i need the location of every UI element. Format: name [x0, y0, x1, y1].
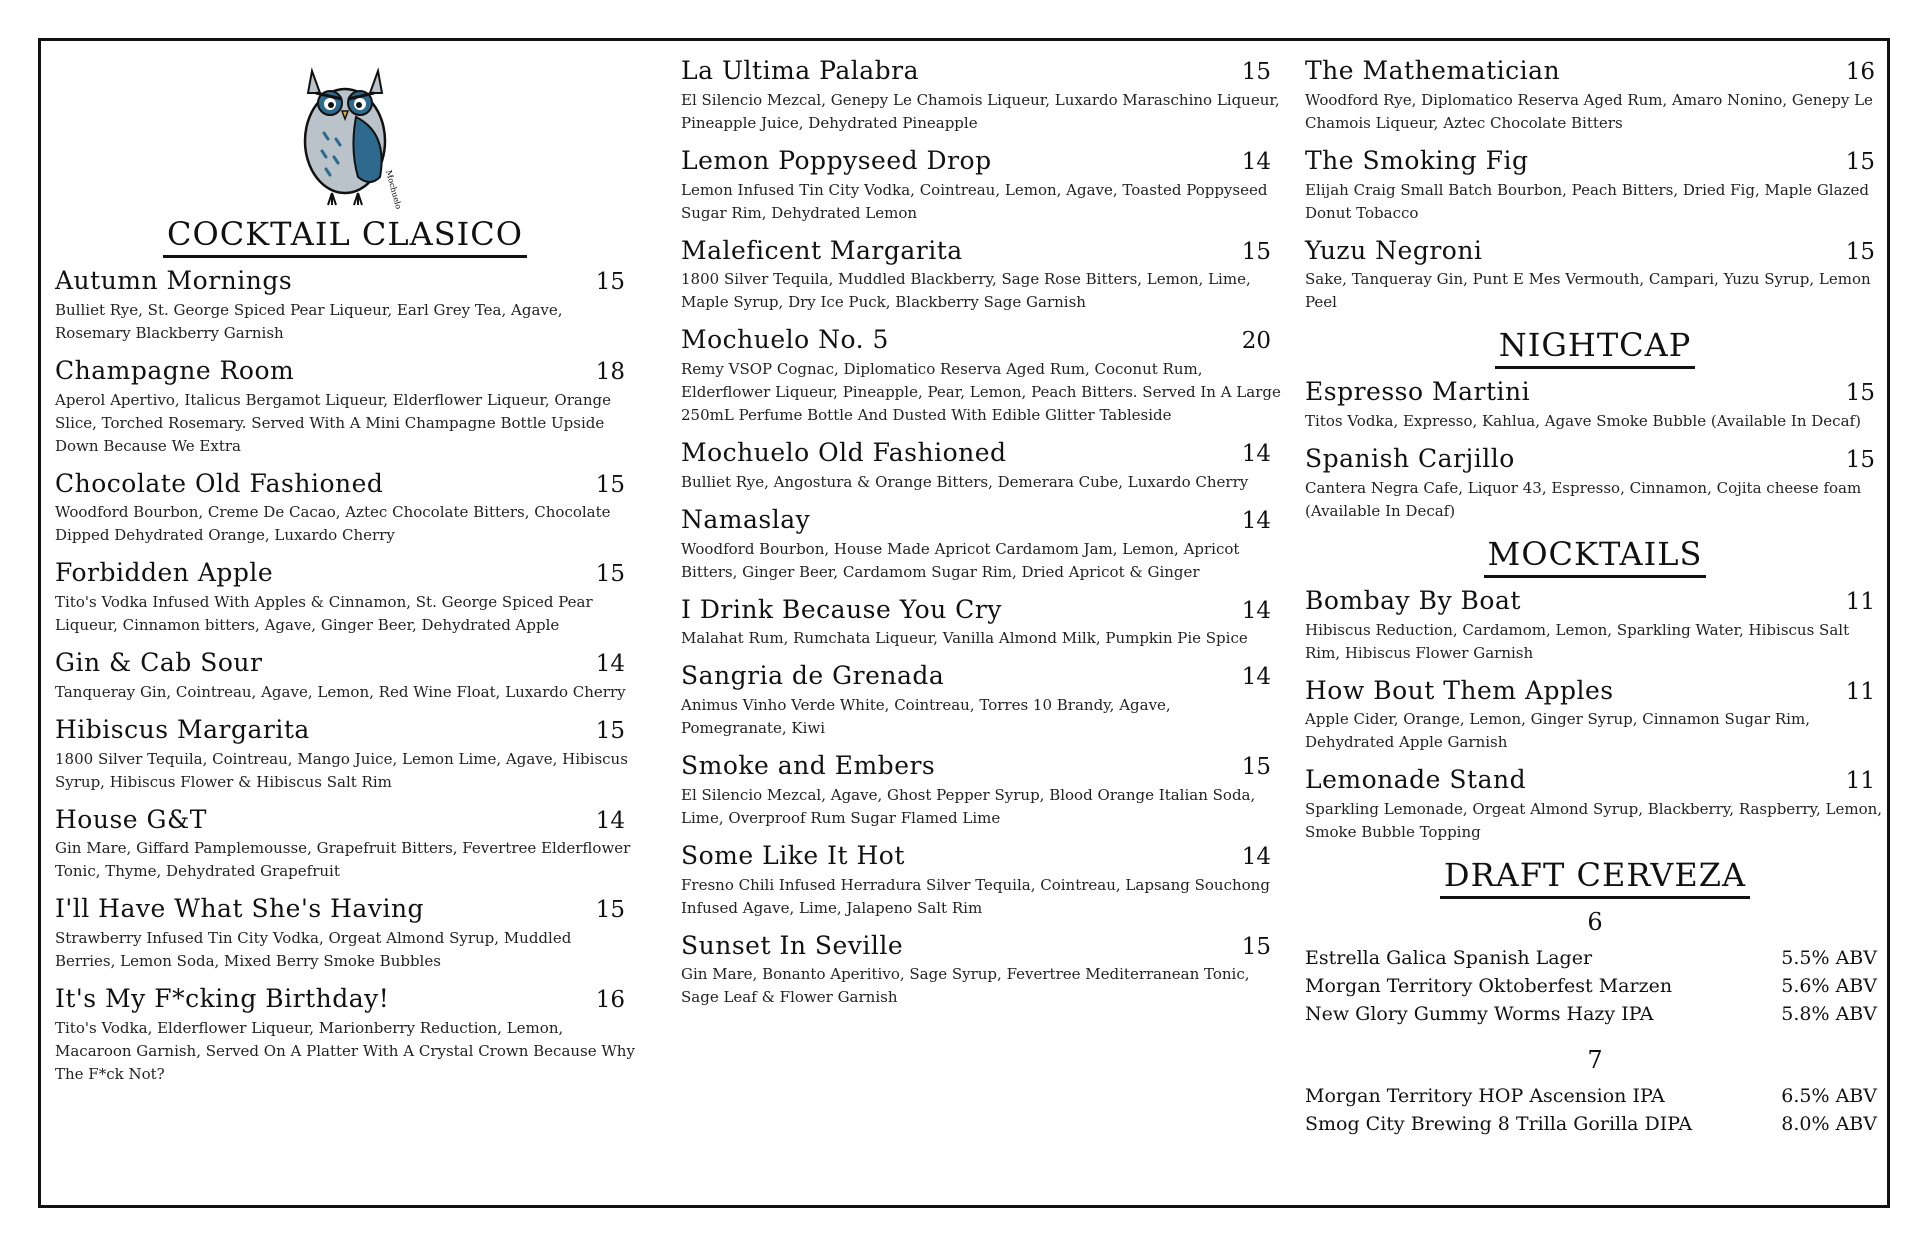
menu-item-price: 15: [1241, 59, 1271, 85]
menu-item: [55, 559, 635, 637]
menu-column-3: [1305, 57, 1885, 1138]
menu-item-description: Tito's Vodka, Elderflower Liqueur, Marionberry Reduction, Lemon, Macaroon Garnish, Served On A Platter With A Crystal Crown Because Why The F*ck Not?: [55, 1018, 635, 1083]
menu-item: [681, 932, 1281, 1010]
menu-item-header: [1305, 237, 1885, 266]
menu-item-header: [55, 985, 635, 1014]
menu-item-header: [1305, 587, 1885, 616]
menu-item: [55, 470, 635, 548]
menu-item-header: [681, 932, 1281, 961]
menu-item: [55, 806, 635, 884]
menu-item-price: 14: [595, 807, 625, 834]
draft-beer-row: [1305, 972, 1885, 1000]
owl-signature: Mochuelo: [384, 169, 404, 211]
menu-item-price: 15: [1845, 238, 1875, 265]
menu-item-description: Lemon Infused Tin City Vodka, Cointreau, Lemon, Agave, Toasted Poppyseed Sugar Rim, Dehydrated Lemon: [681, 180, 1268, 222]
draft-beer-abv: 5.8% ABV: [1781, 1003, 1877, 1025]
menu-item-price: 15: [1241, 754, 1271, 780]
menu-item-header: [1305, 147, 1885, 176]
menu-item-header: [681, 506, 1281, 535]
owl-icon: [280, 59, 410, 211]
menu-item-header: [681, 237, 1281, 266]
menu-item-price: 14: [1241, 843, 1271, 870]
menu-item-name: La Ultima Palabra: [681, 56, 919, 85]
menu-item: [1305, 237, 1885, 315]
menu-column-1: [55, 57, 635, 1098]
menu-item-header: [681, 842, 1281, 871]
menu-item: [681, 842, 1281, 920]
menu-item-name: House G&T: [55, 804, 207, 834]
menu-item-name: Espresso Martini: [1305, 377, 1531, 407]
menu-item-name: Champagne Room: [55, 355, 295, 385]
menu-item-name: Lemon Poppyseed Drop: [681, 145, 992, 175]
menu-item-header: [1305, 57, 1885, 86]
menu-item-name: It's My F*cking Birthday!: [55, 984, 390, 1013]
menu-item-description: 1800 Silver Tequila, Cointreau, Mango Juice, Lemon Lime, Agave, Hibiscus Syrup, Hibiscus Flower & Hibiscus Salt Rim: [55, 749, 628, 791]
menu-item-price: 16: [1845, 59, 1875, 85]
menu-item-description: Woodford Bourbon, House Made Apricot Cardamom Jam, Lemon, Apricot Bitters, Ginger Beer, Cardamom Sugar Rim, Dried Apricot & Ginger: [681, 539, 1240, 581]
menu-item-name: Mochuelo Old Fashioned: [681, 438, 1007, 467]
menu-item-header: [55, 716, 635, 745]
menu-item-price: 15: [595, 717, 625, 744]
menu-item-name: Yuzu Negroni: [1305, 235, 1483, 265]
menu-item-description: Woodford Rye, Diplomatico Reserva Aged Rum, Amaro Nonino, Genepy Le Chamois Liqueur, Aztec Chocolate Bitters: [1305, 90, 1873, 132]
menu-item: [55, 357, 635, 458]
draft-beer-row: [1305, 1110, 1885, 1138]
menu-item-description: Cantera Negra Cafe, Liquor 43, Espresso, Cinnamon, Cojita cheese foam (Available In Decaf): [1305, 478, 1862, 520]
draft-beer-abv: 8.0% ABV: [1781, 1113, 1877, 1135]
menu-item-header: [1305, 677, 1885, 706]
draft-beer-name: New Glory Gummy Worms Hazy IPA: [1305, 1003, 1654, 1025]
menu-item-price: 20: [1241, 328, 1271, 355]
mocktail-list: [1305, 587, 1885, 844]
section-title-draft-cerveza: DRAFT CERVEZA: [1305, 856, 1885, 894]
draft-beer-row: [1305, 1082, 1885, 1110]
menu-item-price: 11: [1845, 678, 1875, 705]
menu-item-price: 14: [1241, 597, 1271, 624]
menu-item-price: 14: [1241, 664, 1271, 691]
menu-item-description: Sparkling Lemonade, Orgeat Almond Syrup, Blackberry, Raspberry, Lemon, Smoke Bubble Topping: [1305, 800, 1883, 841]
menu-column-2: [681, 57, 1281, 1021]
menu-item-description: Strawberry Infused Tin City Vodka, Orgeat Almond Syrup, Muddled Berries, Lemon Soda, Mixed Berry Smoke Bubbles: [55, 929, 572, 970]
menu-item-description: Bulliet Rye, Angostura & Orange Bitters, Demerara Cube, Luxardo Cherry: [681, 472, 1249, 491]
menu-item-name: The Mathematician: [1305, 56, 1561, 85]
menu-item-header: [55, 806, 635, 835]
menu-item: [681, 662, 1281, 740]
menu-item: [55, 895, 635, 973]
menu-item-price: 14: [595, 651, 625, 677]
menu-item-header: [681, 662, 1281, 691]
menu-item-name: Forbidden Apple: [55, 558, 274, 588]
menu-item-description: Malahat Rum, Rumchata Liqueur, Vanilla Almond Milk, Pumpkin Pie Spice: [681, 629, 1248, 648]
menu-item-header: [1305, 378, 1885, 407]
menu-item-price: 15: [1241, 933, 1271, 960]
menu-item-price: 15: [595, 269, 625, 295]
menu-item-description: Sake, Tanqueray Gin, Punt E Mes Vermouth, Campari, Yuzu Syrup, Lemon Peel: [1305, 270, 1871, 312]
section-title-mocktails: MOCKTAILS: [1305, 535, 1885, 573]
section-title-nightcap: NIGHTCAP: [1305, 326, 1885, 364]
menu-item: [1305, 147, 1885, 225]
menu-item-name: Bombay By Boat: [1305, 585, 1521, 615]
menu-item-price: 14: [1241, 441, 1271, 467]
menu-item: [1305, 57, 1885, 135]
menu-item-header: [681, 596, 1281, 625]
draft-beer-name: Morgan Territory HOP Ascension IPA: [1305, 1085, 1665, 1107]
menu-item-description: Elijah Craig Small Batch Bourbon, Peach Bitters, Dried Fig, Maple Glazed Donut Tobacco: [1305, 180, 1869, 222]
menu-item-price: 11: [1845, 768, 1875, 795]
cocktail-list-2: [681, 57, 1281, 1009]
menu-item-header: [681, 326, 1281, 355]
menu-item-name: Spanish Carjillo: [1305, 444, 1515, 473]
menu-item-description: Remy VSOP Cognac, Diplomatico Reserva Aged Rum, Coconut Rum, Elderflower Liqueur, Pineapple, Pear, Lemon, Peach Bitters. Served In A Large 250mL Perfume Bottle And Dusted With Edible Glitter Tableside: [681, 360, 1281, 424]
menu-item-price: 15: [1845, 447, 1875, 473]
menu-item: [681, 147, 1281, 225]
menu-item-header: [55, 895, 635, 924]
menu-item: [1305, 445, 1885, 523]
menu-item: [55, 267, 635, 345]
menu-item-header: [1305, 766, 1885, 795]
menu-item-name: How Bout Them Apples: [1305, 675, 1614, 705]
draft-beer-abv: 5.5% ABV: [1781, 947, 1877, 969]
menu-item-description: Animus Vinho Verde White, Cointreau, Torres 10 Brandy, Agave, Pomegranate, Kiwi: [681, 696, 1171, 737]
menu-item: [681, 506, 1281, 584]
menu-item-description: Hibiscus Reduction, Cardamom, Lemon, Sparkling Water, Hibiscus Salt Rim, Hibiscus Flower Garnish: [1305, 620, 1850, 662]
menu-item: [681, 237, 1281, 315]
menu-item-header: [55, 559, 635, 588]
section-title-cocktail-clasico: COCKTAIL CLASICO: [55, 215, 635, 253]
menu-item-description: Apple Cider, Orange, Lemon, Ginger Syrup, Cinnamon Sugar Rim, Dehydrated Apple Garnish: [1305, 710, 1810, 752]
menu-item-price: 15: [1845, 380, 1875, 407]
menu-item: [681, 326, 1281, 427]
menu-item-header: [55, 649, 635, 678]
menu-item-name: Chocolate Old Fashioned: [55, 468, 384, 498]
menu-item-header: [681, 752, 1281, 781]
draft-beer-list: [1305, 908, 1885, 1138]
menu-item-name: The Smoking Fig: [1305, 145, 1529, 175]
menu-item-name: Sunset In Seville: [681, 930, 904, 960]
menu-item-description: Titos Vodka, Expresso, Kahlua, Agave Smoke Bubble (Available In Decaf): [1305, 412, 1861, 430]
menu-item-header: [55, 267, 635, 296]
menu-item-name: Mochuelo No. 5: [681, 325, 889, 355]
nightcap-list: [1305, 378, 1885, 523]
menu-item-description: Bulliet Rye, St. George Spiced Pear Liqueur, Earl Grey Tea, Agave, Rosemary Blackberry Garnish: [55, 300, 563, 342]
menu-item: [55, 649, 635, 704]
menu-item-description: Fresno Chili Infused Herradura Silver Tequila, Cointreau, Lapsang Souchong Infused Agave, Lime, Jalapeno Salt Rim: [681, 875, 1270, 917]
menu-item-header: [681, 147, 1281, 176]
menu-item-name: I'll Have What She's Having: [55, 894, 425, 924]
draft-beer-name: Smog City Brewing 8 Trilla Gorilla DIPA: [1305, 1113, 1693, 1135]
menu-item-description: Gin Mare, Bonanto Aperitivo, Sage Syrup, Fevertree Mediterranean Tonic, Sage Leaf & Flower Garnish: [681, 965, 1250, 1007]
menu-item-price: 16: [595, 987, 625, 1013]
menu-item-description: El Silencio Mezcal, Genepy Le Chamois Liqueur, Luxardo Maraschino Liqueur, Pineapple Juice, Dehydrated Pineapple: [681, 90, 1280, 132]
menu-item-price: 18: [595, 358, 625, 385]
draft-beer-name: Morgan Territory Oktoberfest Marzen: [1305, 975, 1673, 997]
menu-item: [55, 985, 635, 1086]
menu-item-header: [681, 439, 1281, 468]
menu-item-price: 15: [595, 561, 625, 588]
menu-item-description: El Silencio Mezcal, Agave, Ghost Pepper Syrup, Blood Orange Italian Soda, Lime, Overproof Rum Sugar Flamed Lime: [681, 785, 1256, 827]
cocktail-list-3: [1305, 57, 1885, 314]
menu-item-description: Tito's Vodka Infused With Apples & Cinnamon, St. George Spiced Pear Liqueur, Cinnamon bitters, Agave, Ginger Beer, Dehydrated Apple: [55, 593, 593, 634]
menu-item: [681, 596, 1281, 651]
cocktail-list-1: [55, 267, 635, 1086]
menu-item-name: Hibiscus Margarita: [55, 714, 310, 744]
draft-beer-row: [1305, 944, 1885, 972]
menu-item: [1305, 766, 1885, 844]
menu-item: [1305, 378, 1885, 433]
menu-item-price: 15: [595, 471, 625, 498]
menu-item-description: 1800 Silver Tequila, Muddled Blackberry, Sage Rose Bitters, Lemon, Lime, Maple Syrup, Dry Ice Puck, Blackberry Sage Garnish: [681, 270, 1251, 312]
menu-item: [55, 716, 635, 794]
menu-item-price: 14: [1241, 507, 1271, 534]
menu-frame: [38, 38, 1890, 1208]
menu-item: [681, 57, 1281, 135]
menu-item: [681, 752, 1281, 830]
menu-item-name: Gin & Cab Sour: [55, 648, 263, 677]
menu-item-description: Woodford Bourbon, Creme De Cacao, Aztec Chocolate Bitters, Chocolate Dipped Dehydrated Orange, Luxardo Cherry: [55, 503, 611, 545]
menu-item-price: 15: [1241, 238, 1271, 265]
menu-item-price: 15: [1845, 148, 1875, 175]
draft-beer-abv: 5.6% ABV: [1781, 975, 1877, 997]
draft-beer-abv: 6.5% ABV: [1781, 1085, 1877, 1107]
draft-beer-name: Estrella Galica Spanish Lager: [1305, 947, 1593, 969]
menu-item: [1305, 677, 1885, 755]
menu-item-header: [55, 357, 635, 386]
menu-item-name: Maleficent Margarita: [681, 235, 963, 265]
menu-item-price: 11: [1845, 588, 1875, 615]
draft-group-price: 7: [1587, 1046, 1603, 1074]
menu-item-price: 15: [595, 897, 625, 924]
menu-item-name: Lemonade Stand: [1305, 765, 1527, 795]
menu-item-price: 14: [1241, 148, 1271, 175]
menu-item-header: [55, 470, 635, 499]
menu-item-name: Smoke and Embers: [681, 751, 936, 780]
menu-item-description: Aperol Apertivo, Italicus Bergamot Liqueur, Elderflower Liqueur, Orange Slice, Torched Rosemary. Served With A Mini Champagne Bottle Upside Down Because We Extra: [55, 390, 611, 455]
menu-item-name: Namaslay: [681, 504, 811, 534]
menu-item-description: Gin Mare, Giffard Pamplemousse, Grapefruit Bitters, Fevertree Elderflower Tonic, Thyme, Dehydrated Grapefruit: [55, 839, 631, 881]
draft-group-price: 6: [1587, 908, 1603, 936]
menu-item: [1305, 587, 1885, 665]
menu-item-name: I Drink Because You Cry: [681, 594, 1002, 624]
menu-item-description: Tanqueray Gin, Cointreau, Agave, Lemon, Red Wine Float, Luxardo Cherry: [55, 682, 626, 701]
menu-item-name: Some Like It Hot: [681, 840, 905, 870]
menu-item-header: [1305, 445, 1885, 474]
owl-logo: [55, 59, 635, 211]
menu-item-name: Autumn Mornings: [55, 266, 293, 295]
menu-item: [681, 439, 1281, 494]
menu-item-header: [681, 57, 1281, 86]
menu-item-name: Sangria de Grenada: [681, 661, 945, 691]
draft-beer-row: [1305, 1000, 1885, 1028]
